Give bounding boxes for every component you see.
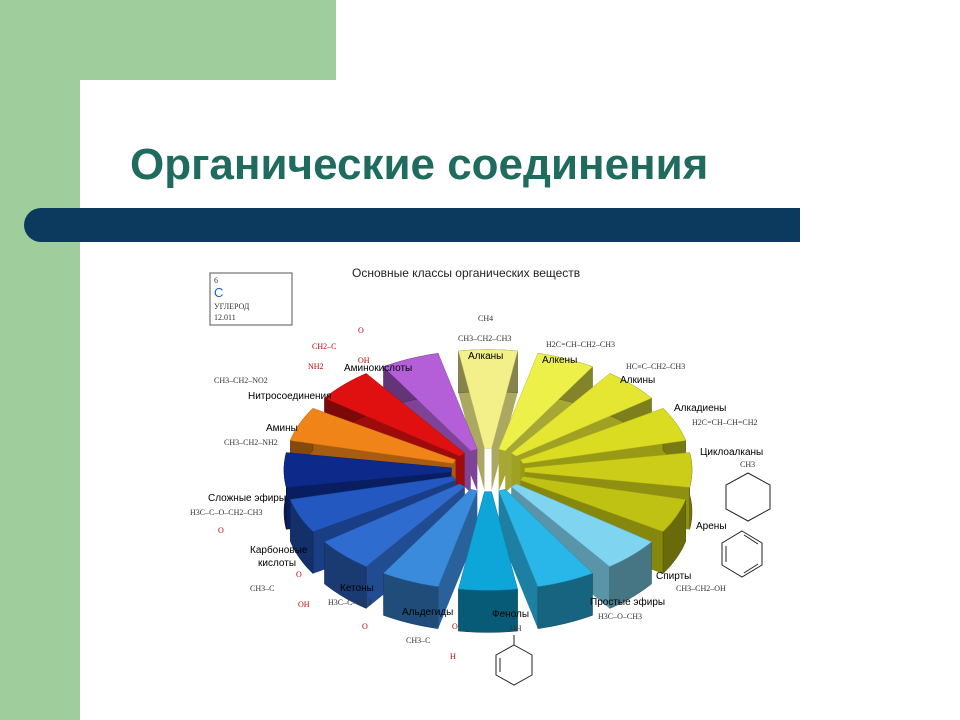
formula-butene: H2C=CH–CH2–CH3 [546, 340, 615, 349]
label-arenes: Арены [696, 521, 727, 532]
carbon-element-box [210, 273, 292, 325]
formula-acid-o: O [296, 570, 302, 579]
formula-aminoacid-o: O [358, 326, 364, 335]
label-nitro: Нитросоединения [248, 391, 332, 402]
element-name: УГЛЕРОД [214, 302, 250, 311]
label-esters: Сложные эфиры [208, 493, 287, 504]
formula-phenol-oh: OH [510, 624, 522, 633]
formula-cyclo-ch3: CH3 [740, 460, 756, 469]
element-symbol: C [214, 285, 224, 300]
formula-aminoacid-main: CH2–C [312, 342, 337, 351]
label-alkynes: Алкины [620, 375, 656, 386]
label-phenols: Фенолы [492, 609, 530, 620]
formula-propane: CH3–CH2–CH3 [458, 334, 512, 343]
label-carboxylic-acids-2: кислоты [258, 558, 297, 569]
element-mass: 12.011 [214, 313, 236, 322]
formula-butyne: HC≡C–CH2–CH3 [626, 362, 686, 371]
label-aminoacids: Аминокислоты [344, 363, 413, 374]
element-number: 6 [214, 276, 218, 285]
diagram-svg [180, 255, 820, 695]
background-green-top [0, 0, 336, 80]
label-aldehydes: Альдегиды [402, 607, 454, 618]
formula-methane: CH4 [478, 314, 494, 323]
formula-dimethyl-ether: H3C–O–CH3 [598, 612, 643, 621]
formula-aldehyde-h: H [450, 652, 456, 661]
formula-ester-main: H3C–C–O–CH2–CH3 [190, 508, 263, 517]
formula-nitroethane: CH3–CH2–NO2 [214, 376, 268, 385]
formula-aldehyde-main: CH3–C [406, 636, 431, 645]
benzene-ring-icon [722, 531, 762, 577]
label-ethers: Простые эфиры [590, 597, 666, 608]
formula-acid-oh: OH [298, 600, 310, 609]
cyclohexane-ring-icon [726, 473, 770, 521]
formula-aldehyde-o: O [452, 622, 458, 631]
formula-butadiene: H2C=CH–CH=CH2 [692, 418, 758, 427]
title-underline-bar [24, 208, 800, 242]
label-alkenes: Алкены [542, 355, 578, 366]
phenol-ring-icon [496, 635, 532, 685]
label-alkanes: Алканы [468, 351, 504, 362]
background-green-bar [0, 0, 80, 720]
label-alcohols: Спирты [656, 571, 692, 582]
label-amines: Амины [266, 423, 298, 434]
slide-title: Органические соединения [130, 140, 709, 189]
formula-ketone-o: O [362, 622, 368, 631]
diagram-title: Основные классы органических веществ [352, 266, 581, 280]
formula-acid-main: CH3–C [250, 584, 275, 593]
formula-aminoacid-nh2: NH2 [308, 362, 324, 371]
label-alkadienes: Алкадиены [674, 403, 727, 414]
label-ketones: Кетоны [340, 583, 374, 594]
label-carboxylic-acids-1: Карбоновые [250, 545, 308, 556]
formula-ethylamine: CH3–CH2–NH2 [224, 438, 278, 447]
organic-classes-diagram [180, 255, 820, 695]
formula-ethanol: CH3–CH2–OH [676, 584, 726, 593]
formula-aminoacid-oh: OH [358, 356, 370, 365]
formula-ester-o: O [218, 526, 224, 535]
formula-acetone: H3C–C–CH3 [328, 598, 372, 607]
label-cycloalkanes: Циклоалканы [700, 447, 764, 458]
